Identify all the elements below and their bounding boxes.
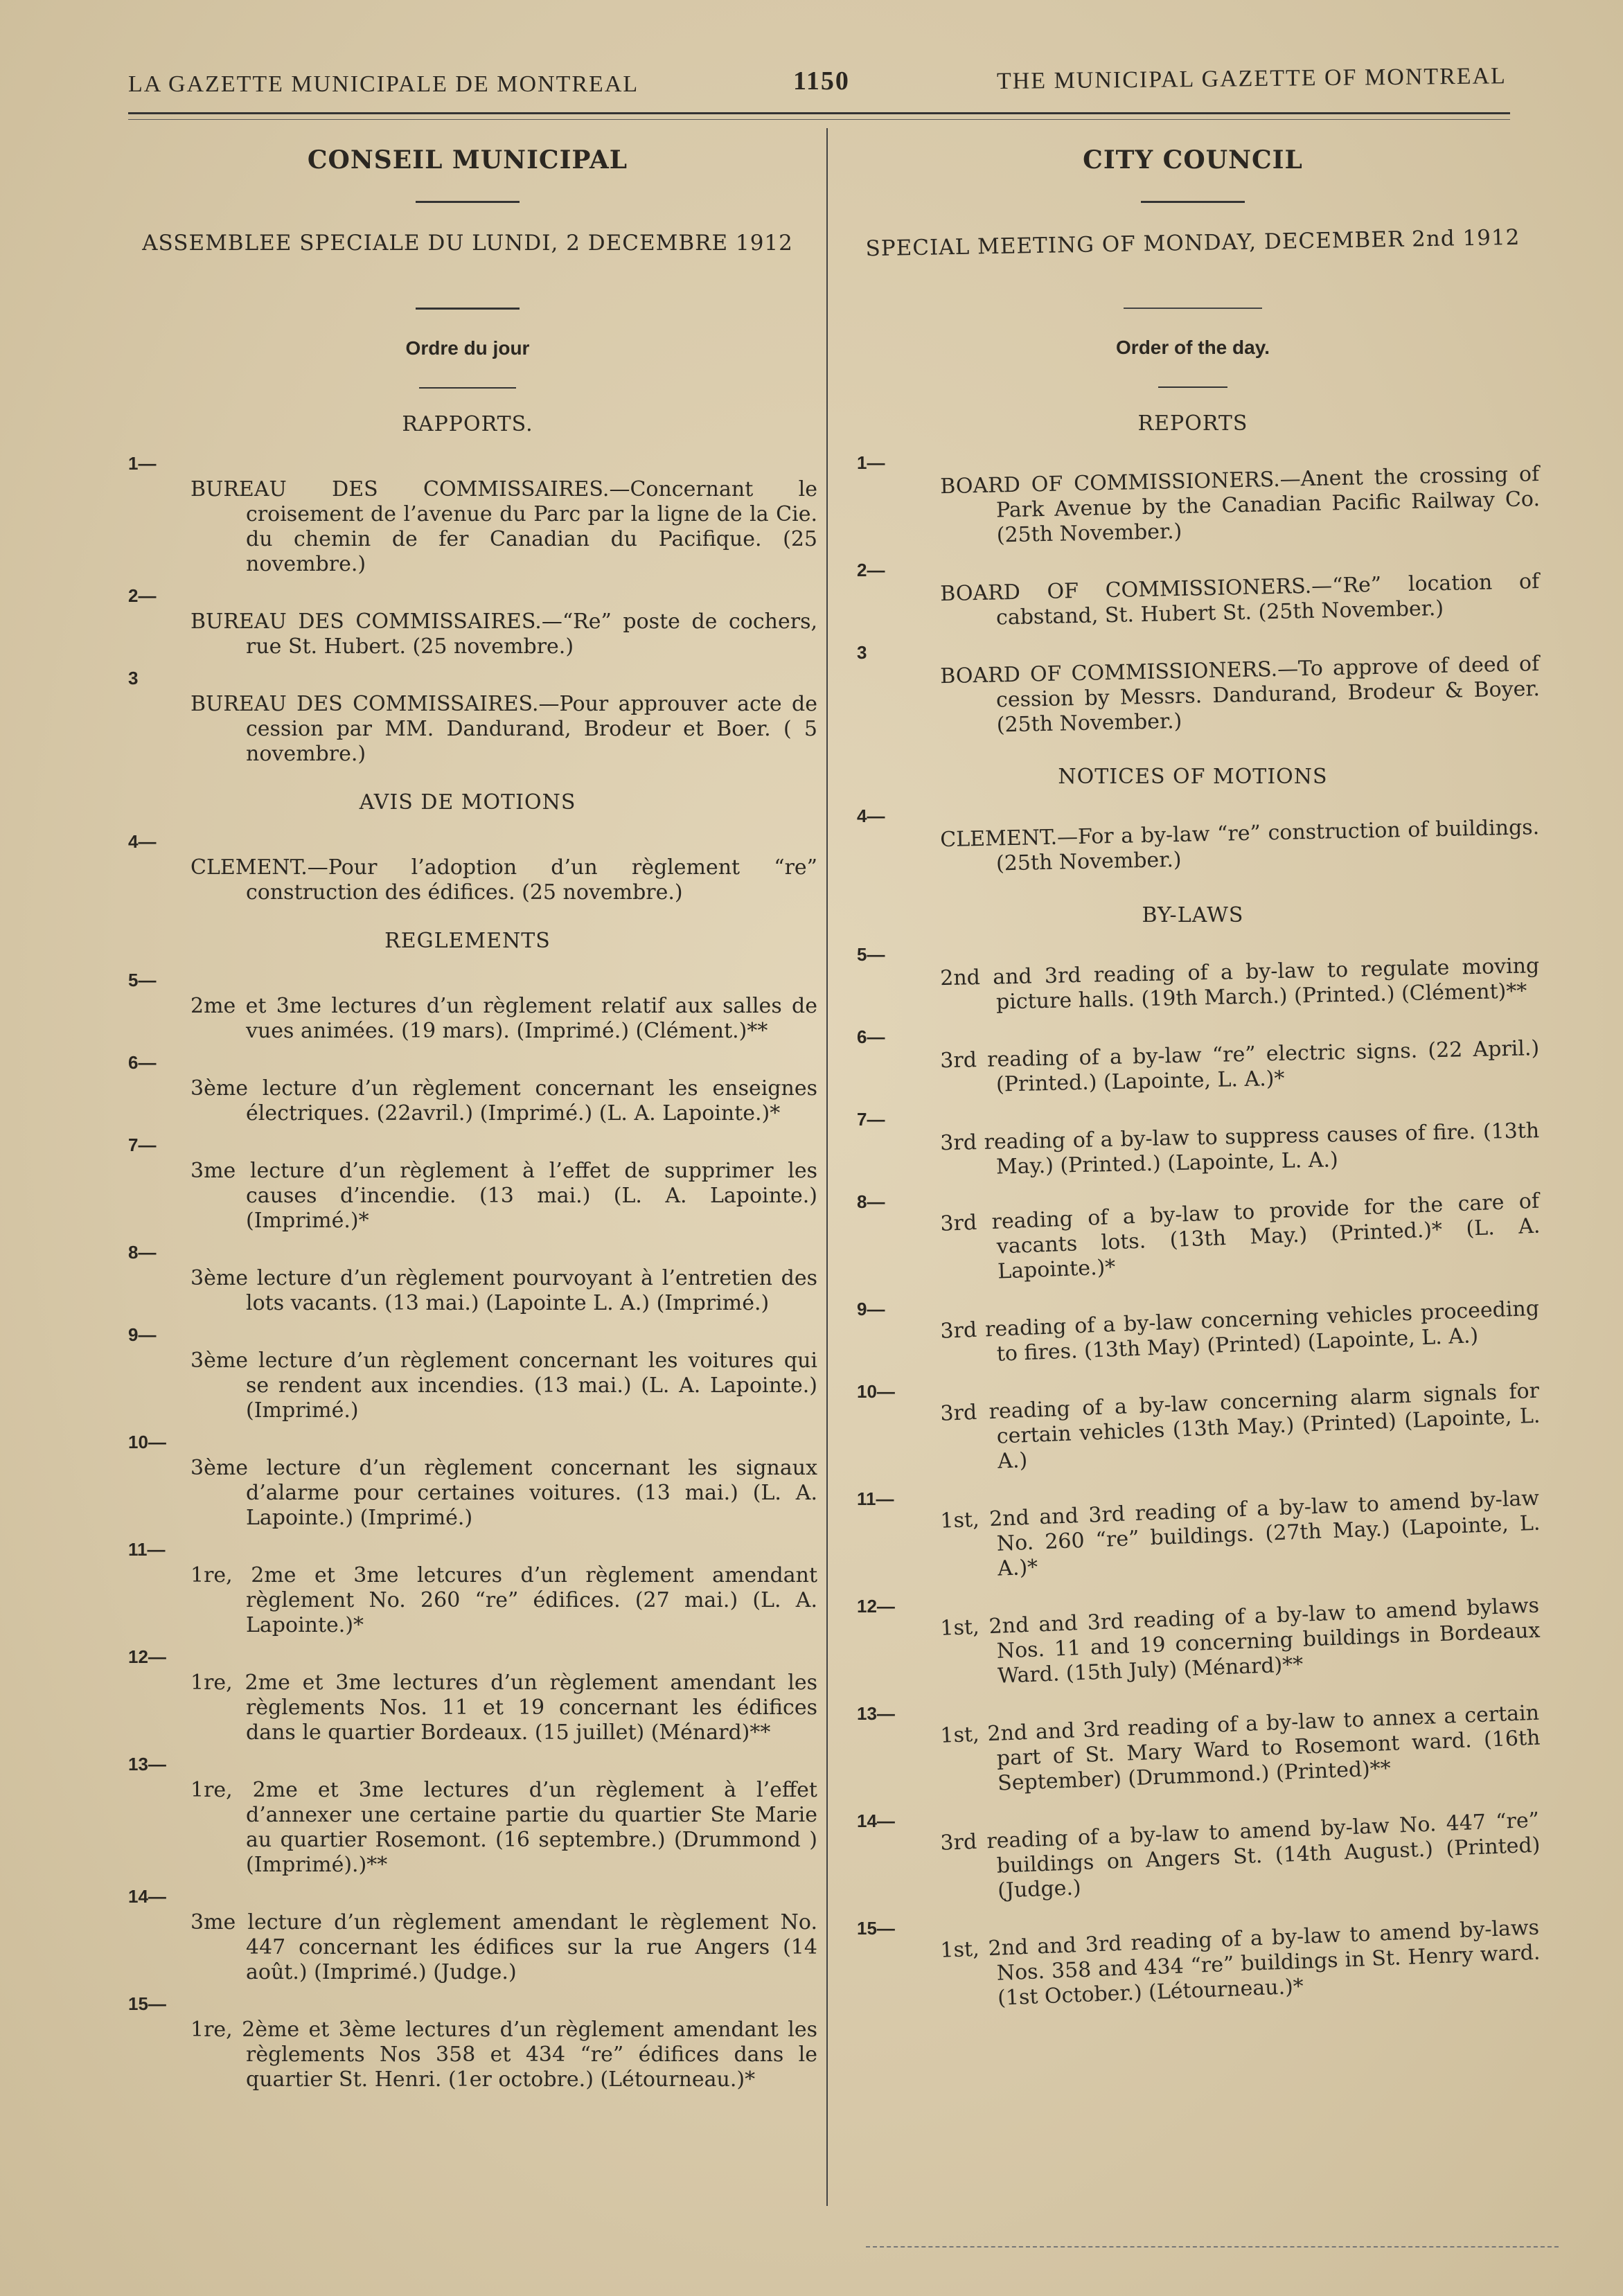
agenda-item — [118, 1242, 817, 1316]
agenda-item — [846, 1296, 1540, 1373]
item-text: BUREAU DES COMMISSAIRES.—“Re” poste de cochers, rue St. Hubert. (25 novembre.) — [190, 609, 817, 659]
section-title: NOTICES OF MOTIONS — [1058, 765, 1328, 789]
agenda-item — [118, 1134, 817, 1234]
section-title: REGLEMENTS — [384, 929, 551, 953]
item-text: 1st, 2nd and 3rd reading of a by-law to amend by-law No. 260 “re” buildings. (27th May.) (Lapointe, L. A.)* — [939, 1486, 1541, 1581]
item-text: 3me lecture d’un règlement amendant le règlement No. 447 concernant les édifices sur la rue Angers (14 août.) (Imprimé.) (Judge.) — [190, 1910, 817, 1984]
agenda-item — [846, 642, 1539, 741]
agenda-item — [846, 1593, 1541, 1695]
agenda-item — [846, 1026, 1539, 1101]
agenda-item — [846, 1810, 1539, 1910]
item-text: 3rd reading of a by-law concerning alarm signals for certain vehicles (13th May.) (Printed) (Lapointe, L. A.) — [939, 1378, 1541, 1474]
item-number: 1— — [857, 452, 885, 473]
section-heading: CONSEIL MUNICIPAL — [307, 145, 628, 175]
item-text: CLEMENT.—For a by-law “re” construction of buildings. (25th November.) — [939, 815, 1540, 876]
item-text: 3ème lecture d’un règlement concernant les voitures qui se rendent aux incendies. (13 mai.) (L. A. Lapointe.) (Imprimé.) — [190, 1349, 817, 1423]
section-title: AVIS DE MOTIONS — [359, 790, 576, 815]
item-number: 2— — [128, 585, 157, 606]
item-number: 10— — [128, 1432, 166, 1452]
item-text: BUREAU DES COMMISSAIRES.—Pour approuver acte de cession par MM. Dandurand, Brodeur et Boer. ( 5 novembre.) — [190, 692, 817, 766]
item-text: BOARD OF COMMISSIONERS.—“Re” location of cabstand, St. Hubert St. (25th November.) — [939, 569, 1540, 630]
item-text: 1st, 2nd and 3rd reading of a by-law to amend by-laws Nos. 358 and 434 “re” buildings in St. Henry ward. (1st October.) (Létourneau.)* — [939, 1915, 1541, 2011]
divider — [416, 201, 520, 203]
agenda-item — [846, 452, 1539, 551]
item-text: 3ème lecture d’un règlement pourvoyant à l’entretien des lots vacants. (13 mai.) (Lapointe L. A.) (Imprimé.) — [190, 1266, 817, 1315]
item-text: 3rd reading of a by-law concerning vehicles proceeding to fires. (13th May) (Printed) (Lapointe, L. A.) — [939, 1296, 1540, 1367]
agenda-item — [118, 970, 817, 1044]
agenda-item — [846, 560, 1539, 634]
french-column — [118, 121, 817, 2101]
item-number: 12— — [128, 1646, 166, 1667]
agenda-item — [118, 831, 817, 905]
running-header — [128, 63, 1507, 107]
item-number: 6— — [857, 1026, 885, 1047]
page-number: 1150 — [793, 66, 850, 96]
agenda-item — [846, 1191, 1539, 1290]
agenda-item — [846, 1109, 1539, 1183]
divider — [416, 308, 520, 310]
agenda-item — [118, 585, 817, 659]
item-number: 2— — [857, 560, 885, 580]
divider — [1158, 386, 1227, 388]
item-number: 7— — [128, 1134, 157, 1155]
item-number: 11— — [128, 1539, 166, 1560]
item-number: 13— — [857, 1703, 895, 1724]
item-number: 14— — [128, 1886, 166, 1907]
item-number: 11— — [857, 1488, 894, 1509]
agenda-item — [118, 1886, 817, 1985]
agenda-item — [118, 453, 817, 577]
item-text: 3ème lecture d’un règlement concernant les enseignes électriques. (22avril.) (Imprimé.) (L. A. Lapointe.)* — [190, 1076, 817, 1125]
item-number: 3 — [128, 668, 139, 688]
agenda-item — [118, 1432, 817, 1531]
agenda-item — [118, 1539, 817, 1638]
section-title: BY-LAWS — [1142, 903, 1244, 927]
item-number: 4— — [857, 806, 885, 826]
item-text: 3rd reading of a by-law to suppress causes of fire. (13th May.) (Printed.) (Lapointe, L. A.) — [939, 1119, 1540, 1180]
agenda-item — [846, 1700, 1541, 1802]
item-number: 15— — [128, 1993, 166, 2014]
divider — [1141, 201, 1245, 203]
header-title-english: THE MUNICIPAL GAZETTE OF MONTREAL — [996, 63, 1507, 94]
agenda-item — [846, 806, 1539, 880]
meeting-title: ASSEMBLEE SPECIALE DU LUNDI, 2 DECEMBRE 1912 — [142, 231, 793, 256]
agenda-item — [846, 944, 1539, 1018]
item-number: 9— — [128, 1324, 157, 1345]
section-title: REPORTS — [1137, 411, 1248, 436]
meeting-title: SPECIAL MEETING OF MONDAY, DECEMBER 2nd 1912 — [865, 224, 1520, 262]
item-number: 4— — [128, 831, 157, 852]
header-rule-thin — [128, 119, 1510, 120]
agenda-item — [846, 1378, 1541, 1480]
divider — [1124, 308, 1262, 309]
item-text: BOARD OF COMMISSIONERS.—Anent the crossing of Park Avenue by the Canadian Pacific Railway Co. (25th November.) — [939, 462, 1541, 548]
item-text: 1st, 2nd and 3rd reading of a by-law to annex a certain part of St. Mary Ward to Rosemont ward. (16th September) (Drummond.) (Printed)** — [939, 1700, 1541, 1796]
item-text: CLEMENT.—Pour l’adoption d’un règlement “re” construction des édifices. (25 novembre.) — [190, 855, 817, 905]
english-column — [846, 121, 1539, 2025]
agenda-item — [846, 1915, 1541, 2017]
item-number: 5— — [128, 970, 157, 990]
item-text: 1st, 2nd and 3rd reading of a by-law to amend bylaws Nos. 11 and 19 concerning buildings in Bordeaux Ward. (15th July) (Ménard)** — [939, 1593, 1541, 1689]
order-of-day: Order of the day. — [1116, 337, 1270, 358]
item-number: 15— — [857, 1918, 895, 1939]
item-text: 2nd and 3rd reading of a by-law to regulate moving picture halls. (19th March.) (Printed.) (Clément)** — [939, 954, 1540, 1015]
item-text: 1re, 2ème et 3ème lectures d’un règlement amendant les règlements Nos 358 et 434 “re” édifices dans le quartier St. Henri. (1er octobre.) (Létourneau.)* — [190, 2018, 817, 2092]
item-text: 3ème lecture d’un règlement concernant les signaux d’alarme pour certaines voitures. (13 mai.) (L. A. Lapointe.) (Imprimé.) — [190, 1456, 817, 1530]
agenda-item — [118, 668, 817, 767]
item-number: 12— — [857, 1596, 895, 1617]
item-text: 3rd reading of a by-law “re” electric signs. (22 April.) (Printed.) (Lapointe, L. A.)* — [939, 1036, 1540, 1097]
bottom-rule — [866, 2246, 1559, 2248]
item-number: 8— — [128, 1242, 157, 1263]
agenda-item — [118, 1324, 817, 1423]
item-number: 8— — [857, 1191, 885, 1212]
item-text: BUREAU DES COMMISSAIRES.—Concernant le croisement de l’avenue du Parc par la ligne de la Cie. du chemin de fer Canadian du Pacifique. (25 novembre.) — [190, 477, 817, 576]
section-heading: CITY COUNCIL — [1083, 145, 1303, 175]
item-text: 2me et 3me lectures d’un règlement relatif aux salles de vues animées. (19 mars). (Imprimé.) (Clément.)** — [190, 994, 817, 1043]
item-text: 3me lecture d’un règlement à l’effet de supprimer les causes d’incendie. (13 mai.) (L. A. Lapointe.) (Imprimé.)* — [190, 1159, 817, 1233]
item-text: 1re, 2me et 3me lectures d’un règlement amendant les règlements Nos. 11 et 19 concernant les édifices dans le quartier Bordeaux. (15 juillet) (Ménard)** — [190, 1671, 817, 1745]
item-text: 3rd reading of a by-law to provide for the care of vacants lots. (13th May.) (Printed.)* (L. A. Lapointe.)* — [939, 1189, 1541, 1284]
item-number: 10— — [857, 1381, 895, 1402]
item-number: 9— — [857, 1299, 885, 1319]
order-of-day: Ordre du jour — [405, 337, 530, 359]
item-number: 6— — [128, 1052, 157, 1073]
item-text: BOARD OF COMMISSIONERS.—To approve of deed of cession by Messrs. Dandurand, Brodeur & Boyer. (25th November.) — [939, 652, 1541, 738]
item-number: 13— — [128, 1754, 166, 1774]
header-title-french: LA GAZETTE MUNICIPALE DE MONTREAL — [128, 71, 639, 97]
item-number: 1— — [128, 453, 157, 474]
item-text: 1re, 2me et 3me lectures d’un règlement à l’effet d’annexer une certaine partie du quartier Ste Marie au quartier Rosemont. (16 septembre.) (Drummond ) (Imprimé).)** — [190, 1778, 817, 1877]
item-number: 14— — [857, 1810, 895, 1831]
section-title: RAPPORTS. — [402, 412, 533, 436]
agenda-item — [118, 1754, 817, 1878]
column-divider — [826, 128, 828, 2206]
item-number: 5— — [857, 944, 885, 965]
divider — [419, 387, 516, 389]
header-rule — [128, 112, 1510, 114]
agenda-item — [118, 1646, 817, 1745]
item-text: 1re, 2me et 3me letcures d’un règlement amendant règlement No. 260 “re” édifices. (27 mai.) (L. A. Lapointe.)* — [190, 1563, 817, 1637]
item-text: 3rd reading of a by-law to amend by-law No. 447 “re” buildings on Angers St. (14th August.) (Printed) (Judge.) — [939, 1808, 1541, 1903]
agenda-item — [118, 1052, 817, 1126]
item-number: 3 — [857, 642, 867, 663]
item-number: 7— — [857, 1109, 885, 1130]
agenda-item — [118, 1993, 817, 2092]
agenda-item — [846, 1488, 1539, 1587]
